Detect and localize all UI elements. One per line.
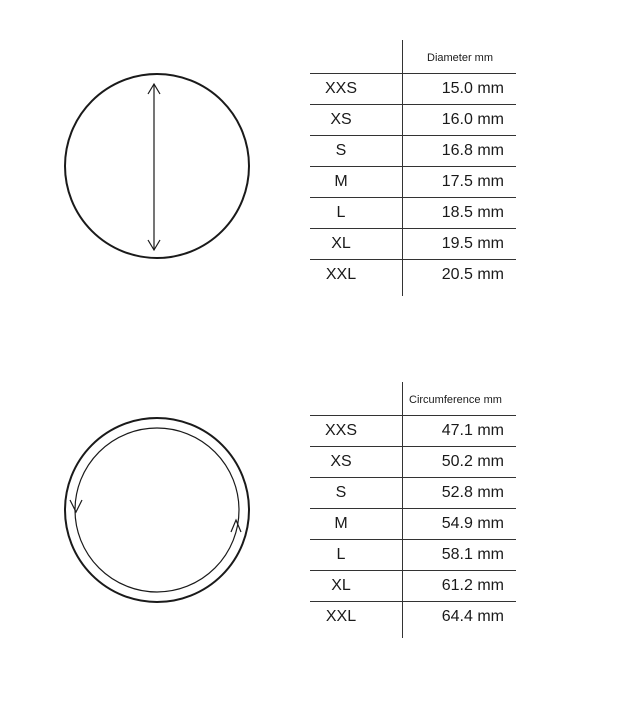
size-label: S [335,142,347,159]
size-label: XXL [325,608,357,625]
size-label: XXS [324,80,357,97]
diameter-value: 16.8 mm [441,142,504,159]
table-row [310,228,516,259]
size-label: M [334,173,348,190]
circumference-value: 64.4 mm [441,608,504,625]
circumference-outer-circle [65,418,249,602]
circumference-diagram [65,418,249,602]
diameter-value: 19.5 mm [441,235,504,252]
circumference-value: 54.9 mm [441,515,504,532]
table-row [310,166,516,197]
size-label: L [336,204,346,221]
table-row [310,259,516,290]
table-header [310,40,516,73]
diameter-value: 20.5 mm [441,266,504,283]
table-row [310,570,516,601]
size-label: S [335,484,347,501]
size-label: L [336,546,346,563]
table-row [310,135,516,166]
circumference-table [310,382,516,632]
size-label: XS [330,453,352,470]
table-row [310,446,516,477]
table-row [310,477,516,508]
size-label: XXS [324,422,357,439]
table-row [310,508,516,539]
table-row [310,73,516,104]
circumference-value: 58.1 mm [441,546,504,563]
circumference-inner-circle [75,428,239,592]
diameter-diagram [65,74,249,258]
circumference-value: 61.2 mm [441,577,504,594]
circumference-value: 47.1 mm [441,422,504,439]
table-row [310,104,516,135]
size-label: XXL [325,266,357,283]
diameter-value: 18.5 mm [441,204,504,221]
size-label: XS [330,111,352,128]
table-row [310,197,516,228]
circumference-value: 52.8 mm [441,484,504,501]
diameter-value: 15.0 mm [441,80,504,97]
circumference-header-label: Circumference mm [409,394,502,406]
diameter-value: 16.0 mm [441,111,504,128]
table-row [310,539,516,570]
table-header [310,382,516,415]
table-row [310,601,516,632]
table-row [310,415,516,446]
diameter-header-label: Diameter mm [427,52,494,64]
diameter-circle [65,74,249,258]
diameter-value: 17.5 mm [441,173,504,190]
circumference-value: 50.2 mm [441,453,504,470]
diameter-table [310,40,516,290]
size-label: XL [331,577,351,594]
size-label: M [334,515,348,532]
size-label: XL [331,235,351,252]
